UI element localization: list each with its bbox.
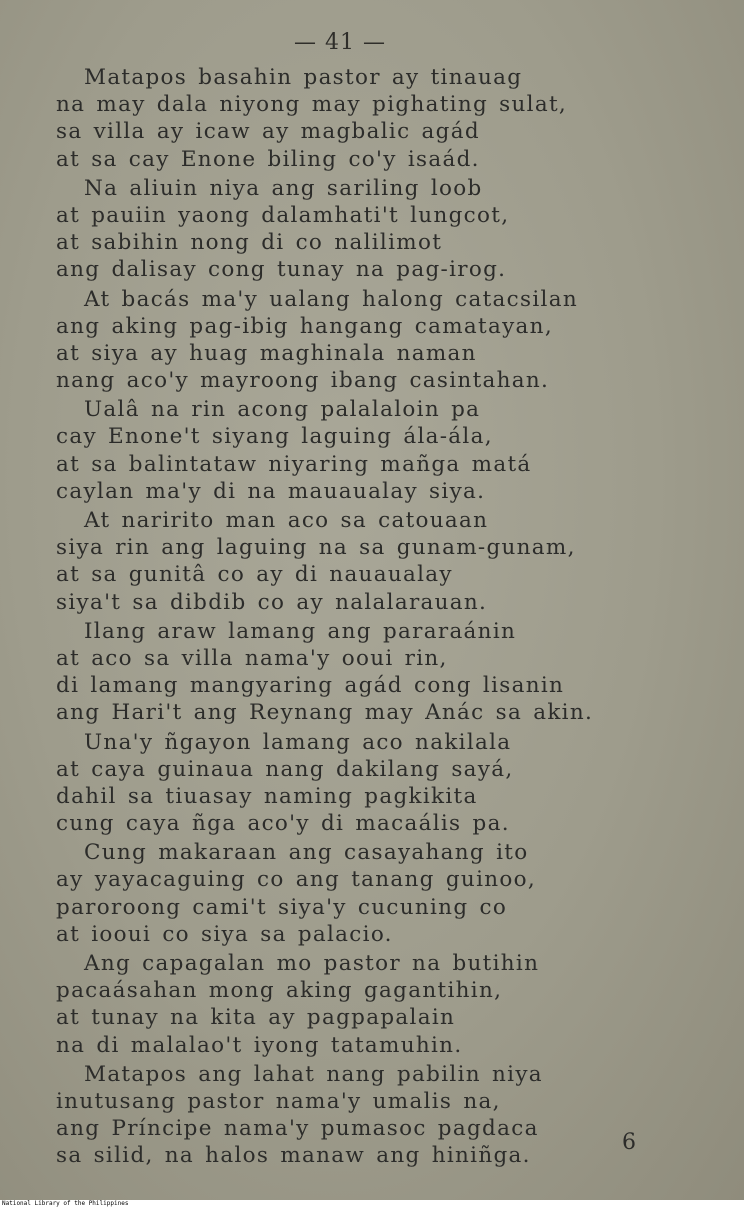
poem-line: at sa gunitâ co ay di nauaualay [56, 562, 453, 588]
poem-line: nang aco'y mayroong ibang casintahan. [56, 368, 550, 394]
poem-line: at sabihin nong di co nalilimot [56, 230, 443, 256]
poem-line: At naririto man aco sa catouaan [84, 508, 489, 533]
poem-line: at caya guinaua nang dakilang sayá, [56, 756, 514, 782]
poem-line: Matapos ang lahat nang pabilin niya [84, 1061, 543, 1087]
poem-line: na may dala niyong may pighating sulat, [56, 92, 568, 118]
poem-body [56, 64, 676, 1172]
poem-line: at siya ay huag maghinala naman [56, 340, 477, 366]
poem-line: dahil sa tiuasay naming pagkikita [56, 783, 478, 809]
stanza-4 [56, 396, 676, 505]
poem-line: di lamang mangyaring agád cong lisanin [56, 673, 565, 699]
poem-line: Una'y ñgayon lamang aco nakilala [84, 729, 512, 755]
poem-line: inutusang pastor nama'y umalis na, [56, 1088, 501, 1114]
poem-line: siya't sa dibdib co ay nalalarauan. [56, 589, 488, 615]
poem-line: at tunay na kita ay pagpapalain [56, 1005, 456, 1031]
poem-line: at aco sa villa nama'y ooui rin, [56, 645, 448, 671]
stanza-5 [56, 507, 676, 616]
poem-line: ay yayacaguing co ang tanang guinoo, [56, 867, 537, 893]
stanza-2 [56, 175, 676, 284]
poem-line: Ang capagalan mo pastor na butihin [84, 951, 540, 976]
page-number: — 41 — [294, 30, 386, 55]
poem-line: siya rin ang laguing na sa gunam-gunam, [56, 535, 576, 561]
poem-line: pacaásahan mong aking gagantihin, [56, 978, 503, 1004]
stanza-7 [56, 729, 676, 838]
stanza-10 [56, 1061, 676, 1170]
stanza-6 [56, 618, 676, 727]
poem-line: sa villa ay icaw ay magbalic agád [56, 119, 480, 145]
stanza-9 [56, 950, 676, 1059]
signature-mark: 6 [622, 1130, 636, 1155]
library-credit: National Library of the Philippines [2, 1200, 129, 1207]
poem-line: at iooui co siya sa palacio. [56, 921, 393, 947]
footer-bar [0, 1200, 744, 1208]
poem-line: at sa balintataw niyaring mañga matá [56, 451, 532, 477]
poem-line: Na aliuin niya ang sariling loob [84, 175, 483, 201]
poem-line: sa silid, na halos manaw ang hiniñga. [56, 1143, 531, 1169]
poem-line: cay Enone't siyang laguing ála-ála, [56, 424, 493, 450]
stanza-3 [56, 286, 676, 395]
poem-line: Ualâ na rin acong palalaloin pa [84, 397, 481, 423]
poem-line: paroroong cami't siya'y cucuning co [56, 894, 508, 920]
poem-line: Ilang araw lamang ang pararaánin [84, 618, 517, 644]
poem-line: At bacás ma'y ualang halong catacsilan [84, 286, 578, 312]
poem-line: ang aking pag-ibig hangang camatayan, [56, 313, 553, 339]
poem-line: at pauiin yaong dalamhati't lungcot, [56, 202, 510, 228]
poem-line: at sa cay Enone biling co'y isaád. [56, 146, 480, 172]
stanza-1 [56, 64, 676, 173]
poem-line: ang dalisay cong tunay na pag-irog. [56, 257, 507, 283]
poem-line: na di malalao't iyong tatamuhin. [56, 1032, 463, 1058]
poem-line: caylan ma'y di na mauaualay siya. [56, 478, 486, 504]
poem-line: cung caya ñga aco'y di macaális pa. [56, 811, 510, 837]
poem-line: Matapos basahin pastor ay tinauag [84, 65, 523, 90]
stanza-8 [56, 839, 676, 948]
poem-line: ang Hari't ang Reynang may Anác sa akin. [56, 700, 594, 726]
poem-line: ang Príncipe nama'y pumasoc pagdaca [56, 1116, 539, 1142]
poem-line: Cung makaraan ang casayahang ito [84, 840, 529, 866]
